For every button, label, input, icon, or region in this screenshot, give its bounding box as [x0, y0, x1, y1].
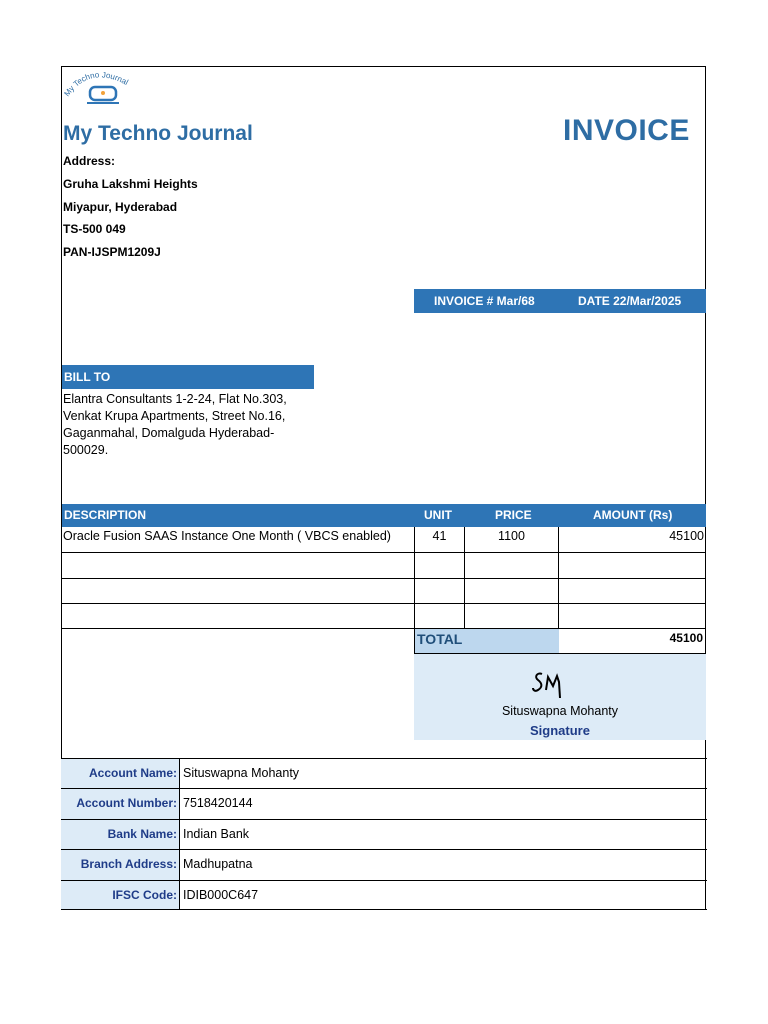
item-price: 1100: [498, 529, 525, 543]
company-logo: [62, 67, 138, 109]
address-label: Address:: [63, 154, 116, 168]
bank-row: [61, 758, 707, 788]
col-description: DESCRIPTION: [64, 508, 147, 522]
logo-text: My Techno Journal: [62, 70, 130, 99]
bank-details: [61, 758, 707, 910]
table-rule: [62, 578, 706, 579]
bank-label: Account Number:: [61, 789, 180, 818]
total-value: 45100: [669, 631, 703, 645]
bank-label: Account Name:: [61, 759, 180, 788]
col-amount: AMOUNT (Rs): [593, 508, 673, 522]
bank-row: [61, 849, 707, 879]
bank-label: Bank Name:: [61, 820, 180, 849]
bill-to-line: 500029.: [63, 443, 109, 457]
table-rule: [62, 603, 706, 604]
signature-mark: [532, 668, 572, 702]
invoice-date: DATE 22/Mar/2025: [578, 294, 682, 308]
svg-text:My Techno Journal: [62, 70, 130, 98]
company-name: My Techno Journal: [63, 122, 253, 145]
table-rule: [62, 552, 706, 553]
col-unit: UNIT: [424, 508, 452, 522]
total-label: TOTAL: [417, 631, 463, 647]
bank-value: 7518420144: [183, 796, 253, 811]
address-line: TS-500 049: [63, 222, 126, 236]
invoice-number: INVOICE # Mar/68: [434, 294, 535, 308]
bank-value: IDIB000C647: [183, 887, 259, 902]
total-label-cell: [415, 629, 559, 653]
signature-block: [414, 654, 706, 740]
bank-label: IFSC Code:: [61, 881, 180, 909]
bill-to-line: Gaganmahal, Domalguda Hyderabad-: [63, 426, 275, 440]
item-amount: 45100: [669, 529, 704, 543]
invoice-title: INVOICE: [563, 114, 690, 147]
bank-label: Branch Address:: [61, 850, 180, 879]
bank-value: Indian Bank: [183, 826, 250, 841]
bill-to-header: [62, 365, 314, 389]
bill-to-label: BILL TO: [64, 370, 111, 384]
total-value-cell: [559, 629, 706, 653]
item-description: Oracle Fusion SAAS Instance One Month ( VBCS enabled): [63, 529, 391, 543]
invoice-meta-bar: [414, 289, 706, 313]
bank-value: Situswapna Mohanty: [183, 766, 300, 780]
bank-row: [61, 819, 707, 849]
bank-row: [61, 788, 707, 818]
address-line: Gruha Lakshmi Heights: [63, 177, 198, 191]
bank-row: [61, 880, 707, 910]
item-unit: 41: [432, 529, 447, 543]
bill-to-line: Venkat Krupa Apartments, Street No.16,: [63, 409, 286, 423]
bill-to-address: [63, 391, 308, 459]
signatory-name: Situswapna Mohanty: [501, 704, 619, 718]
pan-number: PAN-IJSPM1209J: [63, 245, 161, 259]
signature-label: Signature: [530, 723, 590, 738]
items-table-header: [62, 504, 706, 527]
col-price: PRICE: [495, 508, 532, 522]
bill-to-line: Elantra Consultants 1-2-24, Flat No.303,: [63, 392, 287, 406]
bank-value: Madhupatna: [183, 857, 253, 872]
address-line: Miyapur, Hyderabad: [63, 200, 178, 214]
